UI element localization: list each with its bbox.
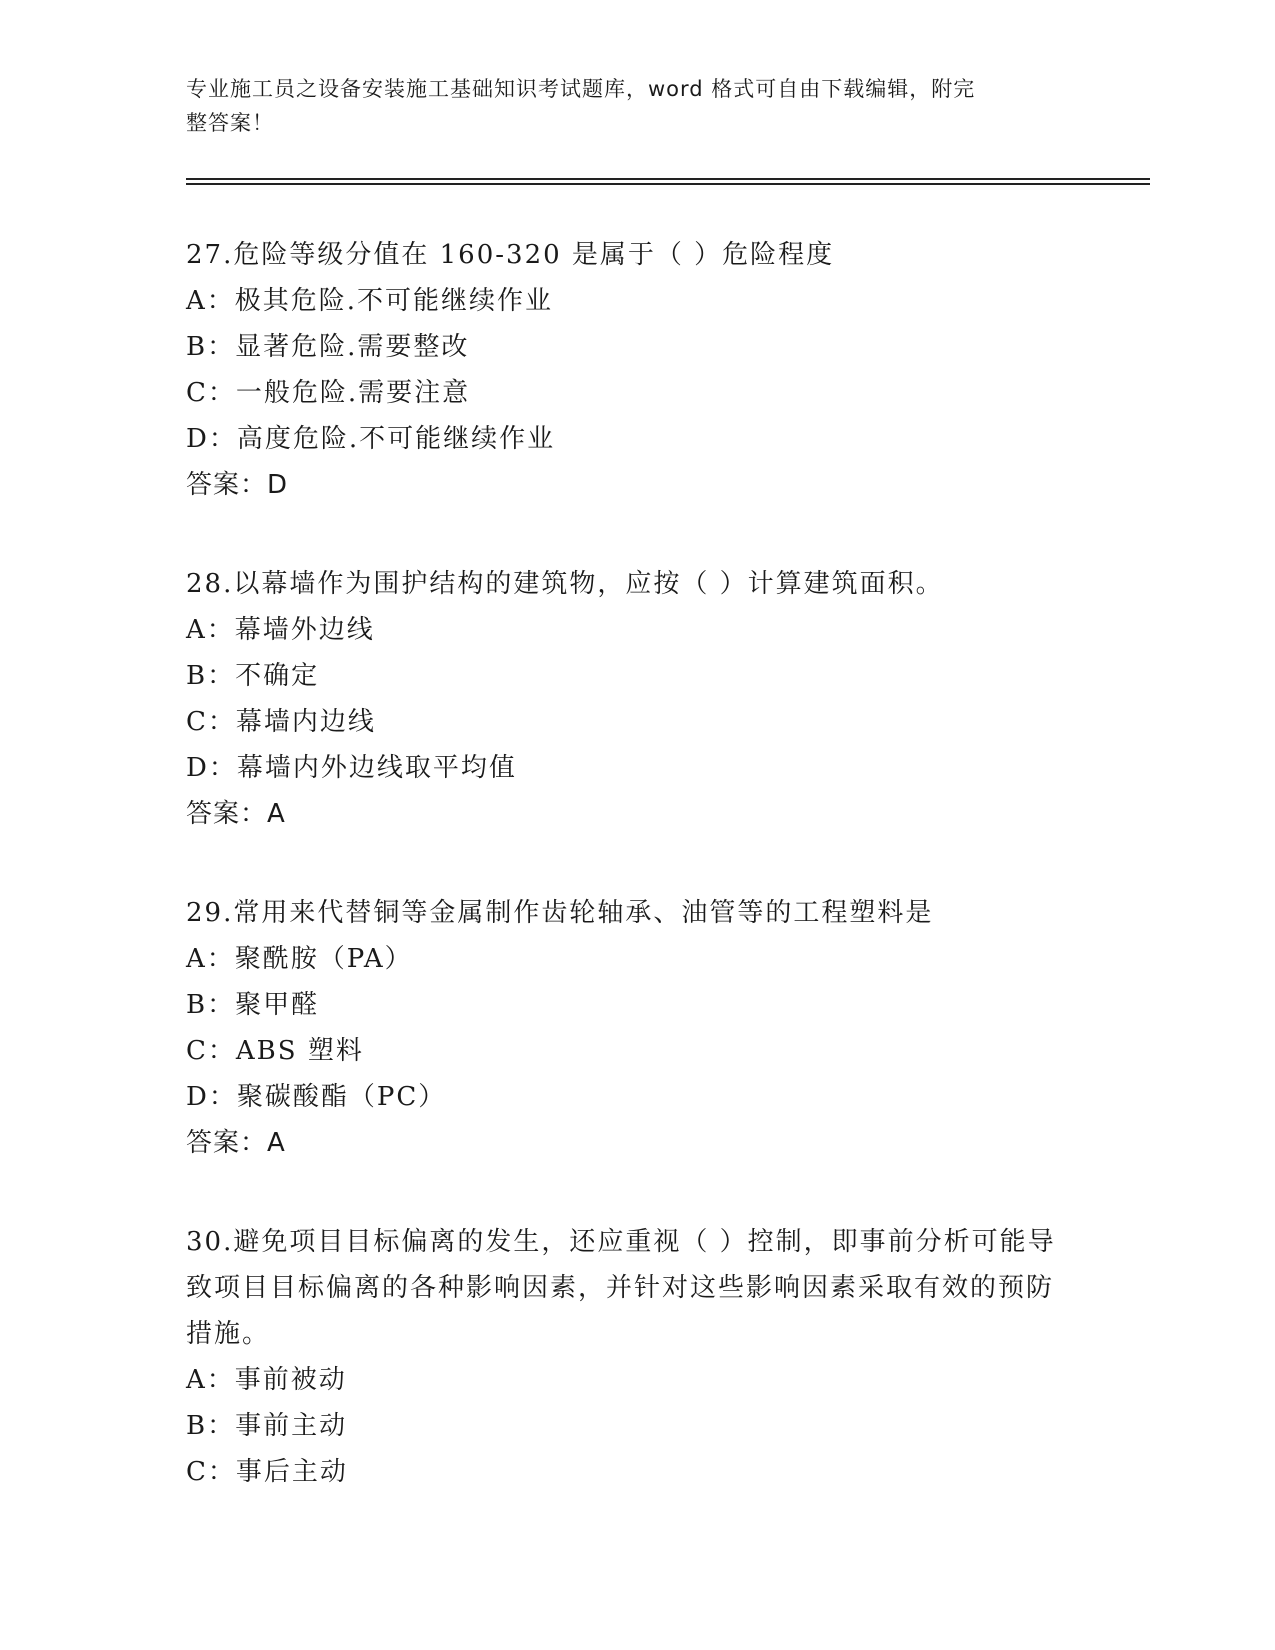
header-line-2: 整答案！: [186, 111, 274, 135]
option-c: [186, 699, 1066, 745]
option-text: 聚酰胺（PA）: [234, 944, 413, 974]
option-key: D：: [186, 424, 237, 454]
option-text: 显著危险.需要整改: [235, 332, 470, 362]
question-stem: 29.常用来代替铜等金属制作齿轮轴承、油管等的工程塑料是: [186, 898, 934, 928]
option-d: [186, 745, 1066, 791]
question-30: [186, 1219, 1066, 1495]
header-line-1: 专业施工员之设备安装施工基础知识考试题库，word 格式可自由下载编辑，附完: [186, 77, 976, 101]
question-stem: 30.避免项目目标偏离的发生，还应重视（ ）控制，即事前分析可能导致项目目标偏离的各种影响因素，并针对这些影响因素采取有效的预防措施。: [186, 1227, 1056, 1349]
option-a: [186, 936, 1066, 982]
option-a: [186, 278, 1066, 324]
option-text: 不确定: [235, 661, 320, 691]
option-a: [186, 1357, 1066, 1403]
answer-line: 答案：A: [186, 1128, 286, 1158]
option-text: 事后主动: [235, 1457, 348, 1487]
option-key: A：: [186, 944, 235, 974]
question-stem: 27.危险等级分值在 160-320 是属于（ ）危险程度: [186, 240, 835, 270]
option-d: [186, 1074, 1066, 1120]
option-key: D：: [186, 1082, 237, 1112]
option-d: [186, 416, 1066, 462]
option-key: B：: [186, 1411, 236, 1441]
option-b: [186, 653, 1066, 699]
answer-line: 答案：A: [186, 799, 286, 829]
header-divider-bottom: [186, 183, 1150, 185]
option-key: A：: [186, 1365, 235, 1395]
question-stem: 28.以幕墙作为围护结构的建筑物，应按（ ）计算建筑面积。: [186, 569, 944, 599]
option-text: 幕墙内边线: [235, 707, 376, 737]
question-27: [186, 232, 1066, 508]
option-text: ABS 塑料: [235, 1036, 364, 1066]
option-text: 幕墙内外边线取平均值: [236, 753, 517, 783]
option-key: B：: [186, 990, 236, 1020]
option-key: C：: [186, 1457, 236, 1487]
option-text: 极其危险.不可能继续作业: [234, 286, 554, 316]
option-key: C：: [186, 378, 236, 408]
option-a: [186, 607, 1066, 653]
option-c: [186, 1028, 1066, 1074]
option-key: B：: [186, 332, 236, 362]
header-divider-top: [186, 178, 1150, 180]
option-text: 事前被动: [234, 1365, 347, 1395]
document-header: [186, 72, 1066, 140]
option-key: C：: [186, 707, 236, 737]
answer-line: 答案：D: [186, 470, 289, 500]
option-text: 幕墙外边线: [234, 615, 375, 645]
option-key: A：: [186, 615, 235, 645]
option-key: D：: [186, 753, 237, 783]
option-b: [186, 1403, 1066, 1449]
option-key: C：: [186, 1036, 236, 1066]
question-29: [186, 890, 1066, 1166]
question-28: [186, 561, 1066, 837]
option-text: 聚甲醛: [235, 990, 320, 1020]
question-list: [186, 232, 1066, 1548]
option-text: 聚碳酸酯（PC）: [236, 1082, 447, 1112]
option-b: [186, 982, 1066, 1028]
option-c: [186, 1449, 1066, 1495]
option-text: 高度危险.不可能继续作业: [236, 424, 556, 454]
option-b: [186, 324, 1066, 370]
option-key: A：: [186, 286, 235, 316]
option-text: 事前主动: [235, 1411, 348, 1441]
option-text: 一般危险.需要注意: [235, 378, 471, 408]
option-c: [186, 370, 1066, 416]
option-key: B：: [186, 661, 236, 691]
